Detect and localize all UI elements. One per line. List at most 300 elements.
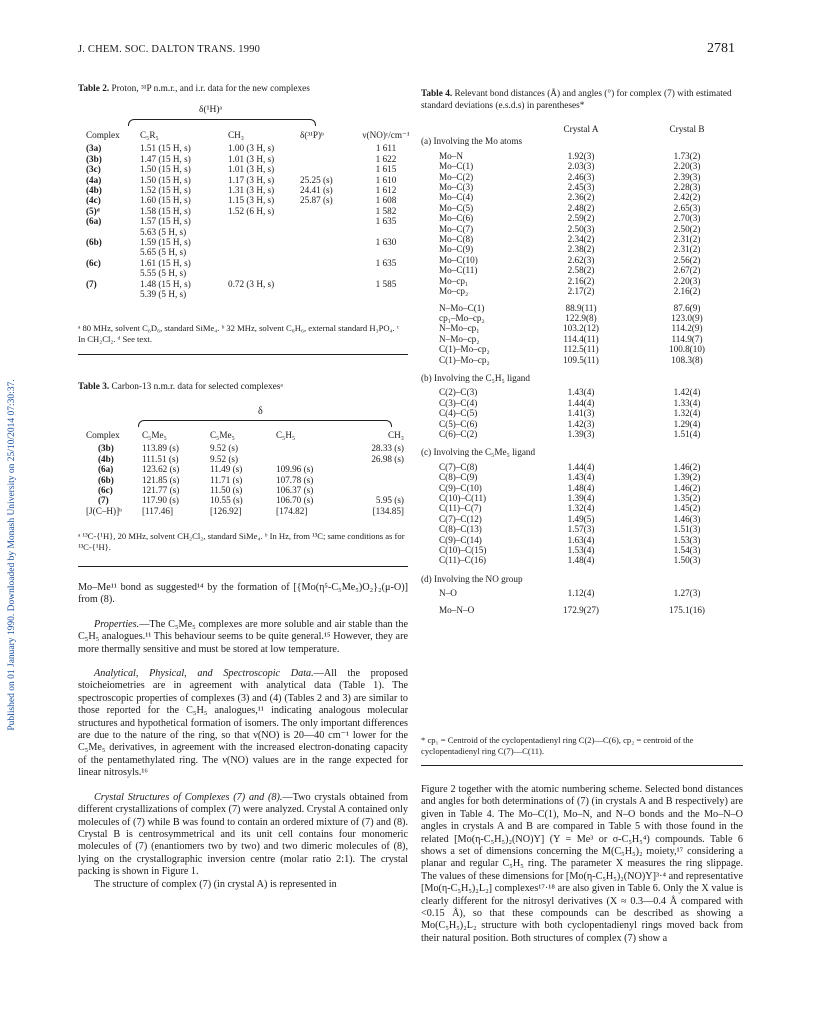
para-crystal: Crystal Structures of Complexes (7) and (8).—Two crystals obtained from different crystallizations of complex (7) were analyzed. Crystal A contained only molecules of (7) while B was found to contain an ordered mixture of (7) and (8). Crystal B is centrosymmetrical and its unit cell contains four monomeric molecules of (7) (enantiomers two by two) and two dimeric molecules of (8), lying on the crystallographic inversion centre (molar ratio 2:1). The crystal packing is shown in Figure 1. [78,791,408,878]
table3-title: Carbon-13 n.m.r. data for selected complexesᵃ [111,382,283,392]
table4-cell: C(2)–C(3) [439,387,478,398]
table2-header-row [86,130,416,140]
table2-cell [356,247,416,257]
download-watermark [4,250,20,860]
para-analytical: Analytical, Physical, and Spectroscopic Data.—All the proposed stoicheiometries are in agreement with analytical data (Table 1). The spectroscopic properties of complexes (3) and (4) (Tables 2 and 3) are similar to those reported for the C₅H₅ analogues,¹¹ indicating analogous molecular structures and hypothetical formation of isomers. The only important differences are due to the nature of the ring, so that ν(NO) is 20—40 cm⁻¹ lower for the C₅Me₅ derivatives, in agreement with the increased electron-donating capacity of the pentamethylated ring. The ν(NO) values are in the range expected for linear nitrosyls.¹⁶ [78,668,408,779]
table4-cell: 2.20(3) [673,275,701,286]
table2-cell: 1.15 (3 H, s) [228,195,275,206]
table4-cell: 2.67(2) [673,265,701,276]
table-row [421,462,743,472]
table4-cell: C(9)–C(10) [439,482,482,493]
table-row [86,454,404,464]
table-row [421,493,743,503]
table4-cell: Mo–C(4) [439,192,474,203]
table3-col-header: C₅H₅ [276,430,296,440]
table4-rule [421,765,743,766]
table4-cell: 108.3(8) [671,354,703,365]
table-row [421,545,743,555]
table3-cell [276,454,342,464]
table4-cell: 2.48(2) [567,202,595,213]
table-row [86,247,416,257]
table2-cell [356,268,416,278]
table4-section-title: (d) Involving the NO group [421,573,523,584]
table2-caption [78,84,408,96]
table4-cell: 1.48(4) [567,482,595,493]
para-structure: The structure of complex (7) (in crystal A) is represented in [94,878,337,890]
table-row [421,408,743,418]
table3-cell: 28.33 (s) [371,443,404,454]
table4-cell: Mo–C(2) [439,171,474,182]
table2-cell: (6b) [86,237,102,248]
table4-cell: 1.53(3) [673,534,701,545]
table2-cell: (6a) [86,216,102,227]
table2-cell: 5.55 (5 H, s) [140,268,187,279]
table2-cell [300,289,356,299]
table4-cell: 2.45(3) [567,182,595,193]
table2-cell: 25.87 (s) [300,195,333,206]
table4-cell: Mo–N–O [439,604,475,615]
table-row [421,192,743,202]
table3-cell: 11.49 (s) [210,464,243,475]
table4-cell: 1.73(2) [673,150,701,161]
table4-title: Relevant bond distances (Å) and angles (°) for complex (7) with estimated standard deviations (e.s.d.s) in parentheses* [421,89,732,111]
table3-cell: 11.50 (s) [210,485,243,496]
table4-cell: 2.31(2) [673,244,701,255]
table3-cell: 111.51 (s) [142,453,179,464]
table3-cell: (3b) [98,443,114,454]
table2-cell: (5)ᵈ [86,205,100,216]
table2-cell: 1 611 [375,143,397,154]
table4-cell: 123.0(9) [671,312,703,323]
table4-cell: 103.2(12) [563,323,599,334]
table4-section-title: (b) Involving the C₅H₅ ligand [421,372,530,383]
table-row [86,268,416,278]
table2-group-header: δ(¹H)ᵃ [199,105,223,115]
table4-section-title: (a) Involving the Mo atoms [421,136,523,147]
table4-cell: C(3)–C(4) [439,397,478,408]
table3-cell: [134.85] [372,505,404,516]
table4-cell: 1.50(3) [673,555,701,566]
page-number: 2781 [707,41,735,56]
table3-cell: 121.77 (s) [142,485,180,496]
table2-rule [78,354,408,355]
table-row [421,429,743,439]
table-row [86,485,404,495]
table4-cell: 2.17(2) [567,286,595,297]
table2-cell: 1 615 [375,164,397,175]
table4-cell: Mo–C(3) [439,182,474,193]
table-row [421,605,743,615]
table-row [421,255,743,265]
table2 [86,130,416,300]
table4-cell: 1.35(2) [673,493,701,503]
table4-cell: 2.58(2) [567,265,595,276]
table-row [421,398,743,408]
table-row [421,387,743,397]
table2-cell [228,237,300,247]
table3-cell: (4b) [98,453,114,464]
table4-cell: 109.5(11) [563,354,599,365]
table-row [421,344,743,354]
table3-cell: 9.52 (s) [210,453,239,464]
table-row [86,506,404,516]
table2-cell: (3c) [86,164,101,175]
table2-cell: 1.59 (15 H, s) [140,237,191,248]
table-row [421,224,743,234]
table4-cell: C(10)–C(11) [439,493,487,503]
table4-cell: N–Mo–cp₂ [439,333,480,344]
table-row [421,503,743,513]
table-row [421,334,743,344]
table2-col-header: Complex [86,130,120,140]
table2-cell: 1 610 [375,174,397,185]
table-row [421,182,743,192]
table2-col-header: CH₃ [228,130,244,140]
table4-cell: C(7)–C(8) [439,461,478,472]
table2-cell [300,206,356,216]
table4-cell: N–Mo–cp₁ [439,323,480,334]
table4-cell: 1.44(4) [567,397,595,408]
table4-cell: 1.32(4) [567,503,595,514]
table4-col-header: Crystal B [669,124,705,134]
table2-cell: 1 582 [375,205,397,216]
table4-cell: Mo–cp₂ [439,286,469,297]
table4-cell: Mo–C(11) [439,265,478,276]
download-watermark-text: Published on 01 January 1990. Downloaded by Monash University on 25/10/2014 07:30:37. [7,379,17,731]
table2-cell: 5.39 (5 H, s) [140,289,187,300]
table2-cell [228,268,300,278]
table2-cell [86,289,140,299]
table4-footnote: * cp₁ = Centroid of the cyclopentadienyl ring C(2)—C(6), cp₂ = centroid of the cyclopentadienyl ring C(7)—C(11). [421,735,694,756]
table-row [421,234,743,244]
table3-cell: 121.85 (s) [142,474,180,485]
table2-footnote: ᵃ 80 MHz, solvent C₆D₆, standard SiMe₄. ᵇ 32 MHz, solvent C₆H₆, external standard H₃PO₄. ᶜ In CH₂Cl₂. ᵈ See text. [78,323,400,344]
table4-cell: 175.1(16) [669,604,705,615]
table-row [86,279,416,289]
table-row [86,154,416,164]
table4-cell: C(11)–C(7) [439,503,482,514]
table3-cell: 9.52 (s) [210,443,239,454]
table-row [86,164,416,174]
table4-cell: 1.29(4) [673,418,701,429]
table3-cell [342,485,404,495]
table4-cell: 1.53(4) [567,545,595,556]
table4-cell: Mo–C(6) [439,213,474,224]
table2-cell: 1.50 (15 H, s) [140,164,191,175]
table4-cell: 2.50(3) [567,223,595,234]
table4-cell: 2.34(2) [567,234,595,245]
table3-cell: 11.71 (s) [210,474,243,485]
right-body [421,784,743,945]
table-row [421,265,743,275]
table-row [421,286,743,296]
table2-cell [300,164,356,174]
table-row [86,495,404,505]
left-body [78,582,408,891]
table3-cell: [174.82] [276,505,308,516]
table2-cell: (4b) [86,185,102,196]
table2-cell [228,216,300,226]
table4-cell: 1.63(4) [567,534,595,545]
table4-cell: 114.2(9) [671,323,703,334]
table2-cell: 5.63 (5 H, s) [140,226,187,237]
table-row [421,276,743,286]
table4-cell: 1.46(2) [673,461,701,472]
table4-cell: 1.92(3) [567,150,595,161]
table4-cell: 2.31(2) [673,234,701,245]
table3-cell: 10.55 (s) [210,495,243,506]
table2-cell: 1.57 (15 H, s) [140,216,191,227]
table2-cell: (4a) [86,174,102,185]
table3-col-header: C₅Me₅ [210,430,235,440]
table4-cell: 1.48(4) [567,555,595,566]
table3-cell [276,443,342,453]
table4-cell: 1.42(4) [673,387,701,398]
table4-cell: C(4)–C(5) [439,408,478,419]
table4-cell: 2.03(3) [567,161,595,172]
table2-cell: 25.25 (s) [300,174,333,185]
table3-brace [138,420,392,427]
table4-cell: 100.8(10) [669,344,705,355]
table4-cell: 1.49(5) [567,513,595,524]
table4-cell: C(8)–C(9) [439,472,478,483]
table4-caption [421,89,743,112]
table2-cell: 1.48 (15 H, s) [140,278,191,289]
table-row [86,216,416,226]
table-row [421,483,743,493]
table2-cell [300,143,356,153]
table-row [86,443,404,453]
table2-cell: 1.52 (15 H, s) [140,185,191,196]
table2-cell: 1.60 (15 H, s) [140,195,191,206]
table4-cell: 122.9(8) [565,312,597,323]
table-row [421,161,743,171]
table4-cell: Mo–C(1) [439,161,474,172]
table3-cell: 106.37 (s) [276,485,314,496]
table2-cell: 1 635 [375,257,397,268]
table2-cell: 1 635 [375,216,397,227]
table-row [421,172,743,182]
table2-cell: 24.41 (s) [300,185,333,196]
table-row [421,355,743,365]
table4-cell: C(1)–Mo–cp₂ [439,354,490,365]
table4-cell: C(6)–C(2) [439,428,478,439]
table3-cell: (7) [98,495,109,506]
table-row [86,475,404,485]
table2-cell: 0.72 (3 H, s) [228,278,275,289]
table-row [86,143,416,153]
table4-cell: 1.43(4) [567,472,595,483]
table4-cell: 172.9(27) [563,604,599,615]
table2-cell: 1.51 (15 H, s) [140,143,191,154]
table4-cell: 1.39(2) [673,472,701,483]
table-row [421,514,743,524]
table4-cell: N–Mo–C(1) [439,302,485,313]
para-figure2: Figure 2 together with the atomic numbering scheme. Selected bond distances and angles for both determinations of (7) (in crystals A and B respectively) are given in Table 4. The Mo–C(1), Mo–N, and N–O bonds and the Mo–N–O angles in crystals A and B are compared in Table 5 with those found in the related [Mo(η-C₅H₅)₂(NO)Y] (Y = Me³ or σ-C₅H₅⁴) compounds. Table 6 shows a set of dimensions concerning the M(C₅H₅)₂ moiety,¹⁷ considering a planar and regular C₅H₅ ring. The parameter X measures the ring slippage. The values of these dimensions for [Mo(η-C₅H₅)₂(NO)Y]³·⁴ and representative [Mo(η-C₅H₅)₂L₂] complexes¹⁷·¹⁸ are also given in Table 6. Only the X value is clearly different for the nitrosyl derivatives (X ≈ 0.3—0.4 Å compared with <0.15 Å), so that these compounds can be described as showing a Mo(C₅H₅)₂L₂ structure with both cyclopentadienyl rings moved back from their natural position. Both structures of complex (7) show a [421,784,743,944]
table3-cell: 109.96 (s) [276,464,314,475]
table-row [86,258,416,268]
table3-cell: 123.62 (s) [142,464,180,475]
table-row [421,151,743,161]
table4-cell: C(10)–C(15) [439,545,487,556]
table-row [86,237,416,247]
table2-cell [228,247,300,257]
table4-cell: 2.39(3) [673,171,701,182]
table2-cell: 1.01 (3 H, s) [228,153,275,164]
table3-cell: 106.70 (s) [276,495,314,506]
table-row [421,313,743,323]
table2-cell: (3a) [86,143,102,154]
table-row [421,244,743,254]
table2-cell: 1.52 (6 H, s) [228,205,275,216]
table-row [421,213,743,223]
table3-cell: 5.95 (s) [375,495,404,506]
table3-footnote: ᵃ ¹³C-{¹H}, 20 MHz, solvent CH₂Cl₂, standard SiMe₄. ᵇ In Hz, from ¹³C; same conditions as for ¹³C-{¹H}. [78,531,405,552]
table3-cell: 26.98 (s) [371,453,404,464]
table4-cell: 112.5(11) [563,344,599,355]
table2-cell: 1 608 [375,195,397,206]
table4-cell: 1.51(3) [673,524,701,535]
table3-cell: (6b) [98,474,114,485]
table-row [86,185,416,195]
table2-cell [228,289,300,299]
table2-cell [300,237,356,247]
table2-cell: 1.58 (15 H, s) [140,205,191,216]
table2-cell: (3b) [86,153,102,164]
table4-cell: Mo–cp₁ [439,275,469,286]
para-properties: Properties.—The C₅Me₅ complexes are more soluble and air stable than the C₅H₅ analogues.¹¹ This behaviour seems to be quite general.¹⁵ However, they are more thermally sensitive and must be stored at low temperature. [78,618,408,655]
table4-cell: 2.70(3) [673,213,701,224]
table3-cell: [J(C–H)]ᵇ [86,505,123,516]
table4-cell: C(9)–C(14) [439,534,482,545]
table2-cell: (7) [86,278,97,289]
table2-cell: 1.01 (3 H, s) [228,164,275,175]
table4-cell: C(11)–C(16) [439,555,487,566]
table4-cell: 1.57(3) [567,524,595,535]
table2-cell [356,289,416,299]
table4-cell: Mo–C(5) [439,202,474,213]
table2-cell: (6c) [86,257,101,268]
table2-cell [300,268,356,278]
table2-col-header: ν(NO)ᶜ/cm⁻¹ [362,130,410,140]
table-row [86,195,416,205]
table-row [86,227,416,237]
table4-cell: Mo–C(9) [439,244,474,255]
table2-cell: 1 622 [375,153,397,164]
table2-cell [300,154,356,164]
table4-cell: 1.45(2) [673,503,701,514]
table3-group-header: δ [258,406,263,417]
table4-cell: 2.36(2) [567,192,595,203]
table4-cell: C(8)–C(13) [439,524,482,535]
table-row [421,419,743,429]
table2-cell [356,227,416,237]
para-mo-me: Mo–Me¹¹ bond as suggested¹⁴ by the formation of [{Mo(η⁵-C₅Me₅)O₂}₂(μ-O)] from (8). [78,582,408,606]
table3-col-header: Complex [86,430,120,440]
table-row [86,289,416,299]
table3-cell: (6c) [98,485,113,496]
table4-section-title: (c) Involving the C₅Me₅ ligand [421,447,536,458]
table4-cell: 1.54(3) [673,545,701,556]
table4-cell: 2.42(2) [673,192,701,203]
table4-cell: 2.16(2) [673,286,701,297]
table2-cell [300,216,356,226]
table4-cell: 2.46(3) [567,171,595,182]
table2-cell [300,247,356,257]
table4-cell: 2.50(2) [673,223,701,234]
table4-cell: 1.12(4) [567,588,595,599]
table2-cell [300,279,356,289]
table4-cell: 1.39(4) [567,493,595,503]
table-row [86,175,416,185]
table2-cell [300,258,356,268]
table2-cell: 1 630 [375,237,397,248]
table2-cell [86,227,140,237]
table3-cell [342,464,404,474]
table3-col-header: CH₃ [388,430,404,440]
table2-cell [228,227,300,237]
table2-label: Table 2. [78,84,110,94]
table2-cell [228,258,300,268]
table2-cell: 1.47 (15 H, s) [140,153,191,164]
table3-cell [342,475,404,485]
table4-cell: Mo–C(7) [439,223,474,234]
table-row [421,203,743,213]
table3-cell: 107.78 (s) [276,474,314,485]
table2-cell: 1.00 (3 H, s) [228,143,275,154]
table4-cell: 1.43(4) [567,387,595,398]
table4-cell: 2.65(3) [673,202,701,213]
table2-cell: 1 585 [375,278,397,289]
table3 [86,430,404,516]
table3-label: Table 3. [78,382,110,392]
table4-cell: 1.46(2) [673,482,701,493]
table4-cell: 1.32(4) [673,408,701,419]
table2-cell: 1.17 (3 H, s) [228,174,275,185]
table3-cell: [126.92] [210,505,242,516]
table4-cell: 1.27(3) [673,588,701,599]
table4-cell: cp₁–Mo–cp₂ [439,312,485,323]
table2-brace [128,119,316,126]
table4-cell: 1.44(4) [567,461,595,472]
table-row [86,206,416,216]
table2-cell: 1.31 (3 H, s) [228,185,275,196]
table2-cell [86,268,140,278]
table2-col-header: C₅R₅ [140,130,159,140]
table4-cell: Mo–N [439,150,463,161]
table-row [421,535,743,545]
table4 [421,124,743,615]
table-row [421,472,743,482]
table2-cell [86,247,140,257]
table4-cell: 114.4(11) [563,333,599,344]
table-row [421,323,743,333]
table4-cell: C(1)–Mo–cp₂ [439,344,490,355]
table2-cell: (4c) [86,195,101,206]
table4-cell: 2.59(2) [567,213,595,224]
table4-cell: 1.41(3) [567,408,595,419]
table2-cell: 1.50 (15 H, s) [140,174,191,185]
table4-cell: 1.42(3) [567,418,595,429]
table4-cell: 2.16(2) [567,275,595,286]
table-row [421,303,743,313]
table-row [421,588,743,598]
table3-cell: (6a) [98,464,114,475]
table4-cell: 87.6(9) [673,302,701,313]
table4-cell: 1.33(4) [673,397,701,408]
table2-title: Proton, ³¹P n.m.r., and i.r. data for the new complexes [111,84,310,94]
table4-cell: C(7)–C(12) [439,513,482,524]
